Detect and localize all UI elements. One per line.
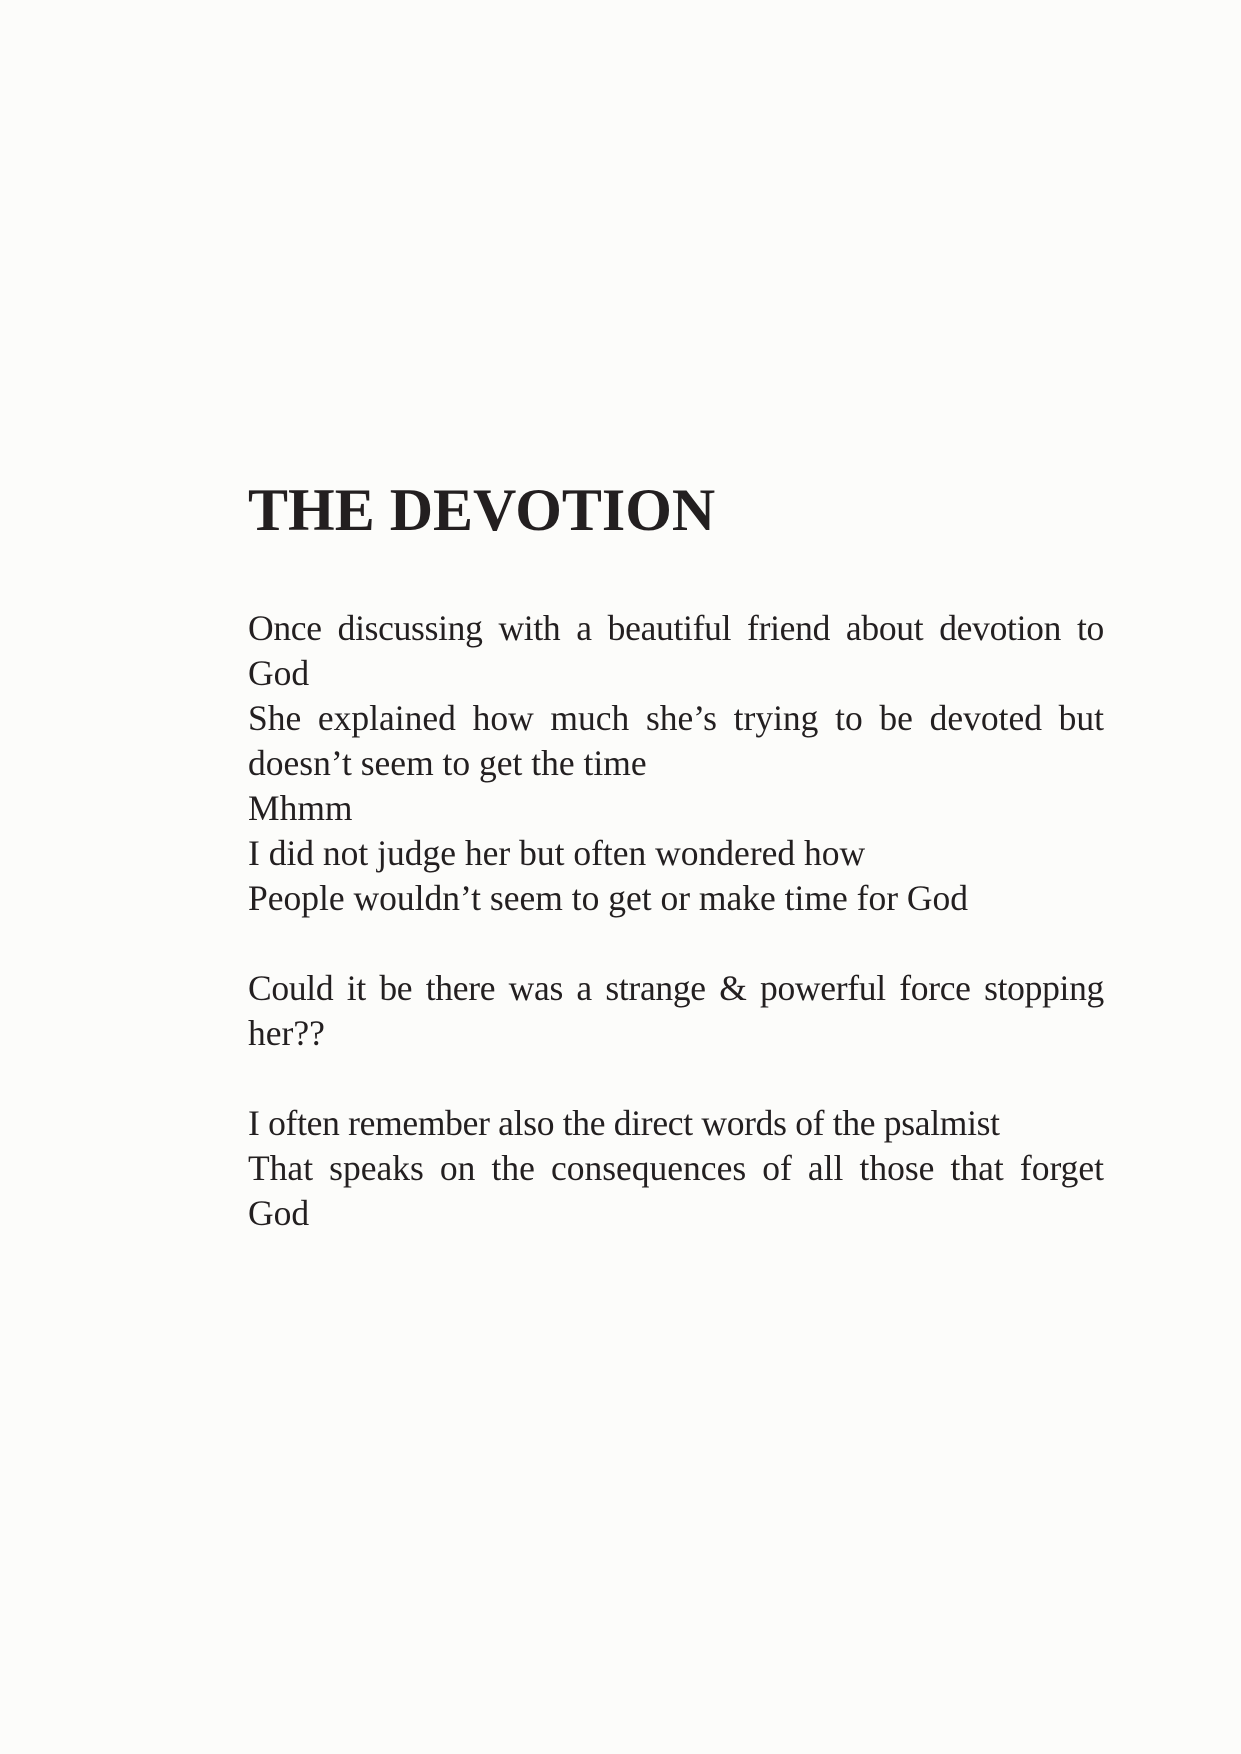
poem-line: I did not judge her but often wondered how [248, 833, 866, 873]
stanza-1 [248, 606, 1104, 921]
poem-line: Once discussing with a beautiful friend about devotion to [248, 608, 1104, 648]
poem-line: her?? [248, 1013, 325, 1053]
stanza-3 [248, 1101, 1104, 1236]
poem-line: doesn’t seem to get the time [248, 743, 647, 783]
poem-line: God [248, 1193, 310, 1233]
poem-line: Mhmm [248, 788, 353, 828]
poem-title: THE DEVOTION [248, 477, 716, 543]
poem-line: People wouldn’t seem to get or make time for God [248, 878, 969, 918]
poem-line: God [248, 653, 310, 693]
poem-line: Could it be there was a strange & powerful force stopping [248, 968, 1104, 1008]
poem-line: She explained how much she’s trying to be devoted but [248, 698, 1104, 738]
poem [248, 470, 1104, 1281]
stanza-2 [248, 966, 1104, 1056]
poem-line: That speaks on the consequences of all those that forget [248, 1148, 1104, 1188]
poem-line: I often remember also the direct words of the psalmist [248, 1103, 1000, 1143]
